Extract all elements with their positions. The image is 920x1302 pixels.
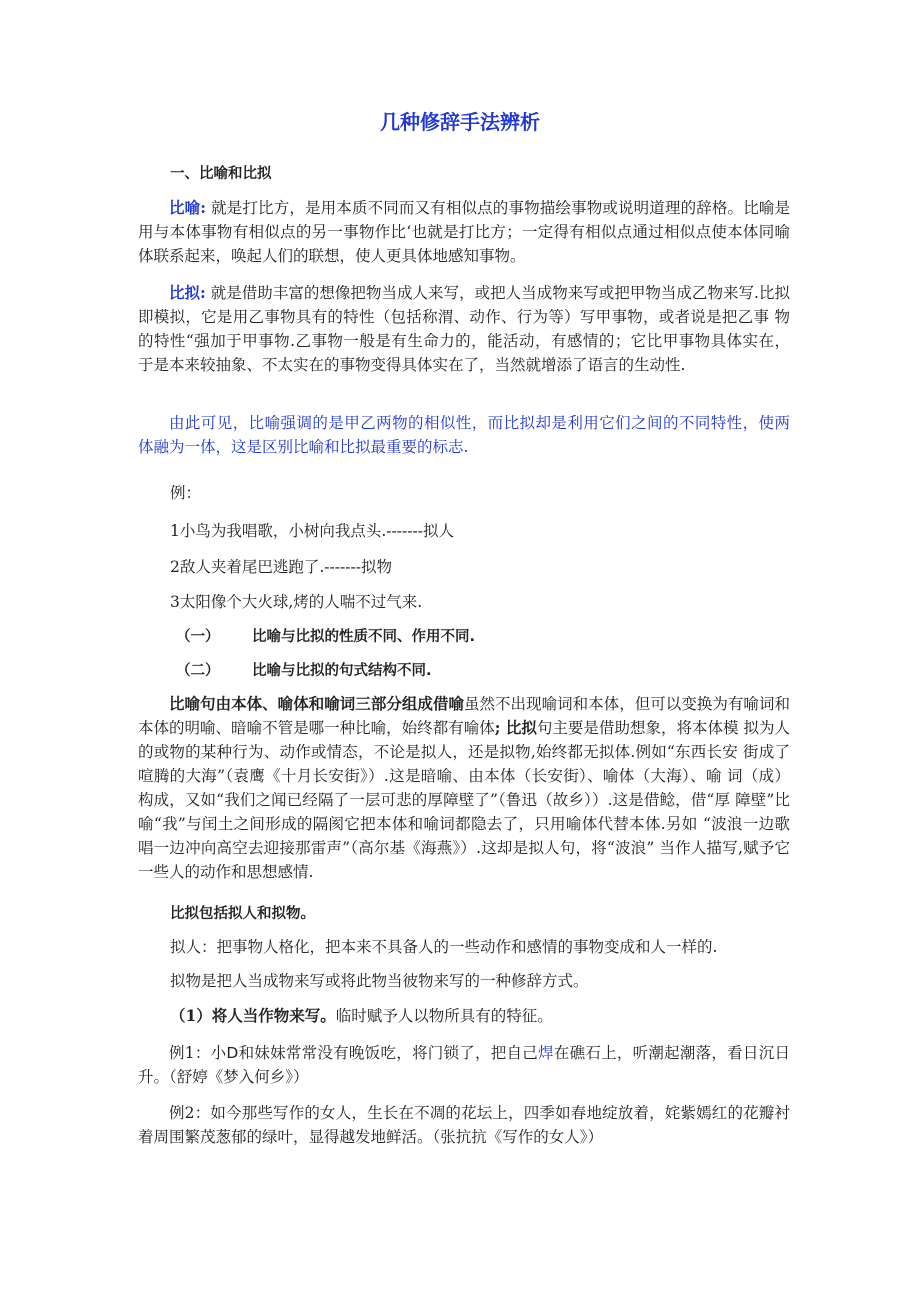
item-1-text: 临时赋予人以物所具有的特征。 [335, 1007, 553, 1025]
example-item: 1小鸟为我唱歌，小树向我点头.-------拟人 [170, 522, 454, 540]
example-2-label: 例2： [169, 1104, 211, 1122]
example-2-paragraph [138, 1101, 790, 1149]
example-1-label: 例1： [169, 1044, 211, 1062]
subsection-heading [176, 659, 828, 683]
item-1-bold: （1）将人当作物来写。 [170, 1006, 336, 1025]
structure-text-2: 句主要是借助想象，将本体模 拟为人的或物的某种行为、动作或情态，不论是拟人，还是拟物,始终都无拟体.例如“东西长安 街成了喧腾的大海”（袁鹰《十月长安街》）.这是暗喻、由本体（长安街）、喻体（大海）、喻 词（成）构成，又如“我们之闻已经隔了一层可悲的厚障壁了”（鲁迅（故乡））.这是借鲶，借“厚 障壁”比喻“我”与闰土之间形成的隔阂它把本体和喻词都隐去了，只用喻体代替本体.另如 “波浪一边歌唱一边冲向高空去迎接那雷声”（高尔基《海燕》）.这却是拟人句，将“波浪” 当作人描写,赋予它一些人的动作和思想感情. [138, 719, 790, 881]
page-title: 几种修辞手法辨析 [380, 110, 540, 134]
structure-bold-2: ; 比拟 [494, 718, 537, 737]
example-1-letter: D [226, 1044, 239, 1062]
example-1-text: 和妹妹常常没有晚饭吃，将门锁了，把自己 [238, 1044, 539, 1062]
example-1-text: 在礁石上，听潮起潮落，看日沉日升。（舒婷《梦入何乡》） [138, 1044, 790, 1086]
personification-definition: 拟人：把事物人格化，把本来不具备人的一些动作和感情的事物变成和人一样的. [170, 938, 718, 956]
example-1-paragraph [138, 1041, 790, 1089]
example-1-highlight: 焊 [538, 1044, 554, 1062]
conclusion-paragraph: 由此可见，比喻强调的是甲乙两物的相似性，而比拟却是利用它们之间的不同特性，使两 体融为一体，这是区别比喻和比拟最重要的标志. [138, 414, 790, 456]
subsection-number: （二） [176, 663, 220, 679]
objectification-definition: 拟物是把人当成物来写或将此物当彼物来写的一种修辞方式。 [170, 972, 589, 990]
structure-bold-1: 比喻句由本体、喻体和喻词三部分组成借喻 [169, 694, 464, 713]
subsection-text: 比喻与比拟的性质不同、作用不同. [252, 629, 476, 645]
personification-text: 就是借助丰富的想像把物当成人来写，或把人当成物来写或把甲物当成乙物来写.比拟即模拟，它是用乙事物具有的特性（包括称渭、动作、行为等）写甲事物，或者说是把乙事 物的特性“强加于甲事物.乙事物一般是有生命力的，能活动，有感情的；它比甲事物具体实在， 于是本来较抽象、不太实在的事物变得具体实在了，当然就增添了语言的生动性. [138, 284, 790, 374]
subsection-text: 比喻与比拟的句式结构不同. [252, 663, 432, 679]
section-heading: 一、比喻和比拟 [170, 166, 272, 182]
structure-paragraph [138, 692, 790, 884]
subsection-number: （一） [176, 629, 220, 645]
structure-text-1: 虽然不出现喻词和本体，但可以变换为有喻词和本体的明喻、暗喻不管是哪一种比喻，始终都有喻体 [138, 695, 790, 737]
example-2-text: 如今那些写作的女人，生长在不凋的花坛上，四季如春地绽放着，姹紫嫣红的花瓣衬着周围繁茂葱郁的绿叶，显得越发地鲜活。（张抗抗《写作的女人》） [138, 1104, 790, 1146]
example-item: 3太阳像个大火球,烤的人喘不过气来. [170, 593, 423, 611]
item-1-paragraph [170, 1004, 822, 1028]
metaphor-paragraph [138, 196, 790, 268]
subsection-heading [176, 625, 828, 649]
example-1-text: 小 [210, 1044, 227, 1062]
example-item: 2敌人夹着尾巴逃跑了.-------拟物 [170, 558, 392, 576]
example-label: 例： [170, 484, 202, 502]
metaphor-text: 就是打比方，是用本质不同而又有相似点的事物描绘事物或说明道理的辞格。比喻是用与本体事物有相似点的另一事物作比‘也就是打比方；一定得有相似点通过相似点使本体同喻体联系起来，唤起人们的联想，使人更具体地感知事物。 [138, 199, 790, 265]
includes-heading: 比拟包括拟人和拟物。 [170, 906, 315, 922]
personification-paragraph [138, 281, 790, 377]
personification-term: 比拟: [169, 283, 206, 302]
metaphor-term: 比喻: [169, 198, 207, 217]
